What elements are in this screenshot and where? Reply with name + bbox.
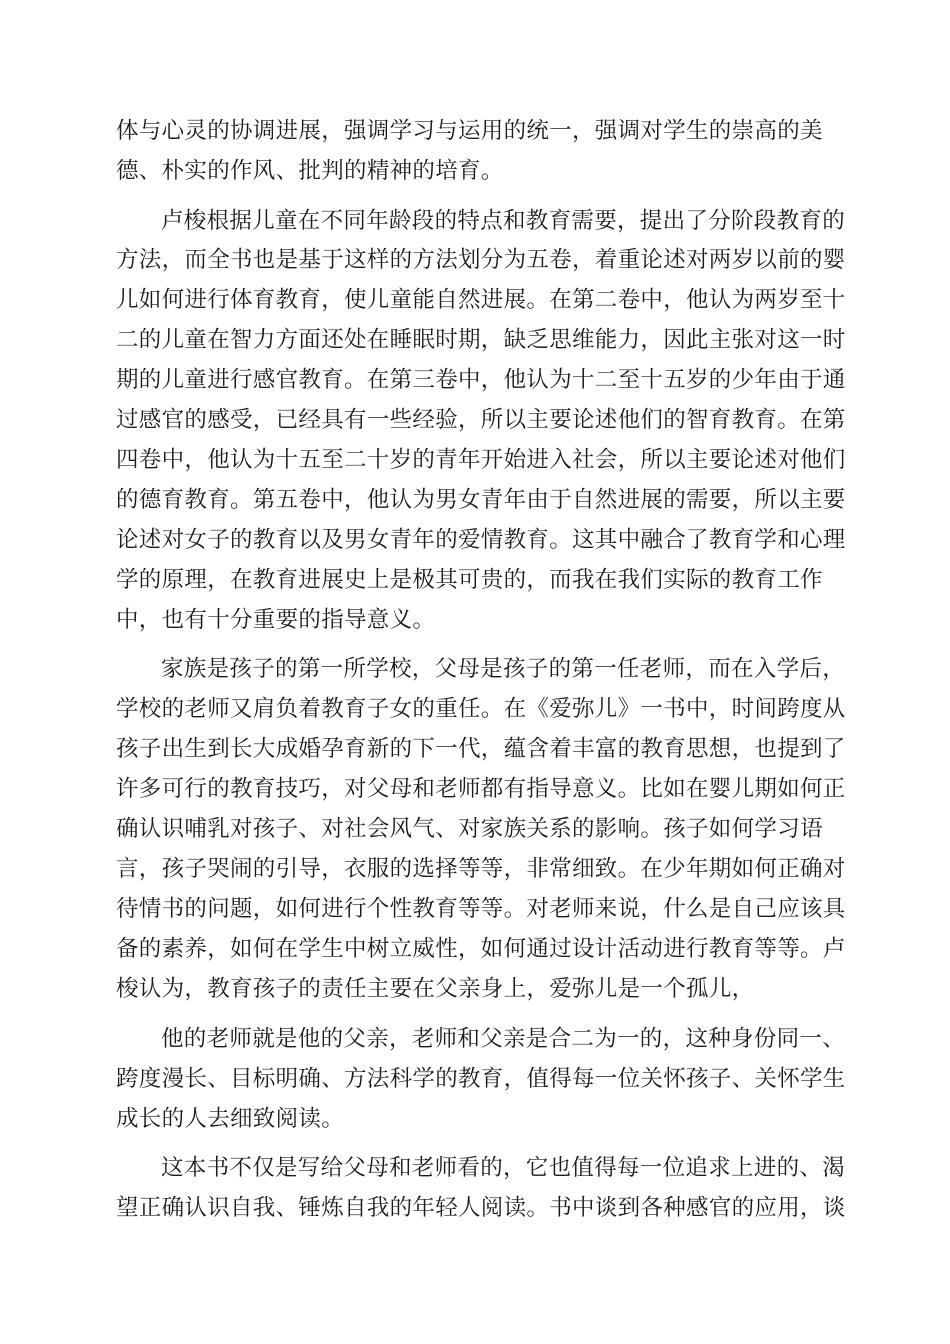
- paragraph-1-line-2: 德、朴实的作风、批判的精神的培育。: [116, 158, 504, 184]
- paragraph-3-line-3: 孩子出生到长大成婚孕育新的下一代，蕴含着丰富的教育思想，也提到了: [116, 736, 846, 762]
- paragraph-2-line-11: 中，也有十分重要的指导意义。: [116, 607, 436, 633]
- paragraph-3-line-7: 待情书的问题，如何进行个性教育等等。对老师来说，什么是自己应该具: [116, 896, 846, 922]
- paragraph-5-line-1: 这本书不仅是写给父母和老师看的，它也值得每一位追求上进的、渴: [161, 1155, 846, 1181]
- paragraph-3-line-4: 许多可行的教育技巧，对父母和老师都有指导意义。比如在婴儿期如何正: [116, 776, 846, 802]
- paragraph-5-line-2: 望正确认识自我、锤炼自我的年轻人阅读。书中谈到各种感官的应用，谈: [116, 1195, 846, 1221]
- paragraph-3-line-1: 家族是孩子的第一所学校，父母是孩子的第一任老师，而在入学后，: [161, 656, 846, 682]
- paragraph-2-line-5: 期的儿童进行感官教育。在第三卷中，他认为十二至十五岁的少年由于通: [116, 367, 846, 393]
- paragraph-2-line-7: 四卷中，他认为十五至二十岁的青年开始进入社会，所以主要论述对他们: [116, 447, 846, 473]
- paragraph-2-line-2: 方法，而全书也是基于这样的方法划分为五卷，着重论述对两岁以前的婴: [116, 247, 846, 273]
- paragraph-3-line-2: 学校的老师又肩负着教育子女的重任。在《爱弥儿》一书中，时间跨度从: [116, 696, 846, 722]
- paragraph-2-line-10: 学的原理，在教育进展史上是极其可贵的，而我在我们实际的教育工作: [116, 567, 823, 593]
- paragraph-3-line-9: 梭认为，教育孩子的责任主要在父亲身上，爱弥儿是一个孤儿，: [116, 976, 755, 1002]
- paragraph-1-line-1: 体与心灵的协调进展，强调学习与运用的统一，强调对学生的崇高的美: [116, 118, 823, 144]
- paragraph-2-line-9: 论述对女子的教育以及男女青年的爱情教育。这其中融合了教育学和心理: [116, 527, 846, 553]
- paragraph-4-line-2: 跨度漫长、目标明确、方法科学的教育，值得每一位关怀孩子、关怀学生: [116, 1066, 846, 1092]
- paragraph-3-line-8: 备的素养，如何在学生中树立威性，如何通过设计活动进行教育等等。卢: [116, 936, 846, 962]
- paragraph-2-line-6: 过感官的感受，已经具有一些经验，所以主要论述他们的智育教育。在第: [116, 407, 846, 433]
- paragraph-3-line-5: 确认识哺乳对孩子、对社会风气、对家族关系的影响。孩子如何学习语: [116, 816, 823, 842]
- paragraph-2-line-1: 卢梭根据儿童在不同年龄段的特点和教育需要，提出了分阶段教育的: [161, 208, 846, 234]
- paragraph-4-line-1: 他的老师就是他的父亲，老师和父亲是合二为一的，这种身份同一、: [161, 1026, 846, 1052]
- paragraph-3-line-6: 言，孩子哭闹的引导，衣服的选择等等，非常细致。在少年期如何正确对: [116, 856, 846, 882]
- paragraph-2-line-4: 二的儿童在智力方面还处在睡眠时期，缺乏思维能力，因此主张对这一时: [116, 327, 846, 353]
- paragraph-4-line-3: 成长的人去细致阅读。: [116, 1106, 345, 1132]
- paragraph-2-line-3: 儿如何进行体育教育，使儿童能自然进展。在第二卷中，他认为两岁至十: [116, 287, 846, 313]
- paragraph-2-line-8: 的德育教育。第五卷中，他认为男女青年由于自然进展的需要，所以主要: [116, 487, 846, 513]
